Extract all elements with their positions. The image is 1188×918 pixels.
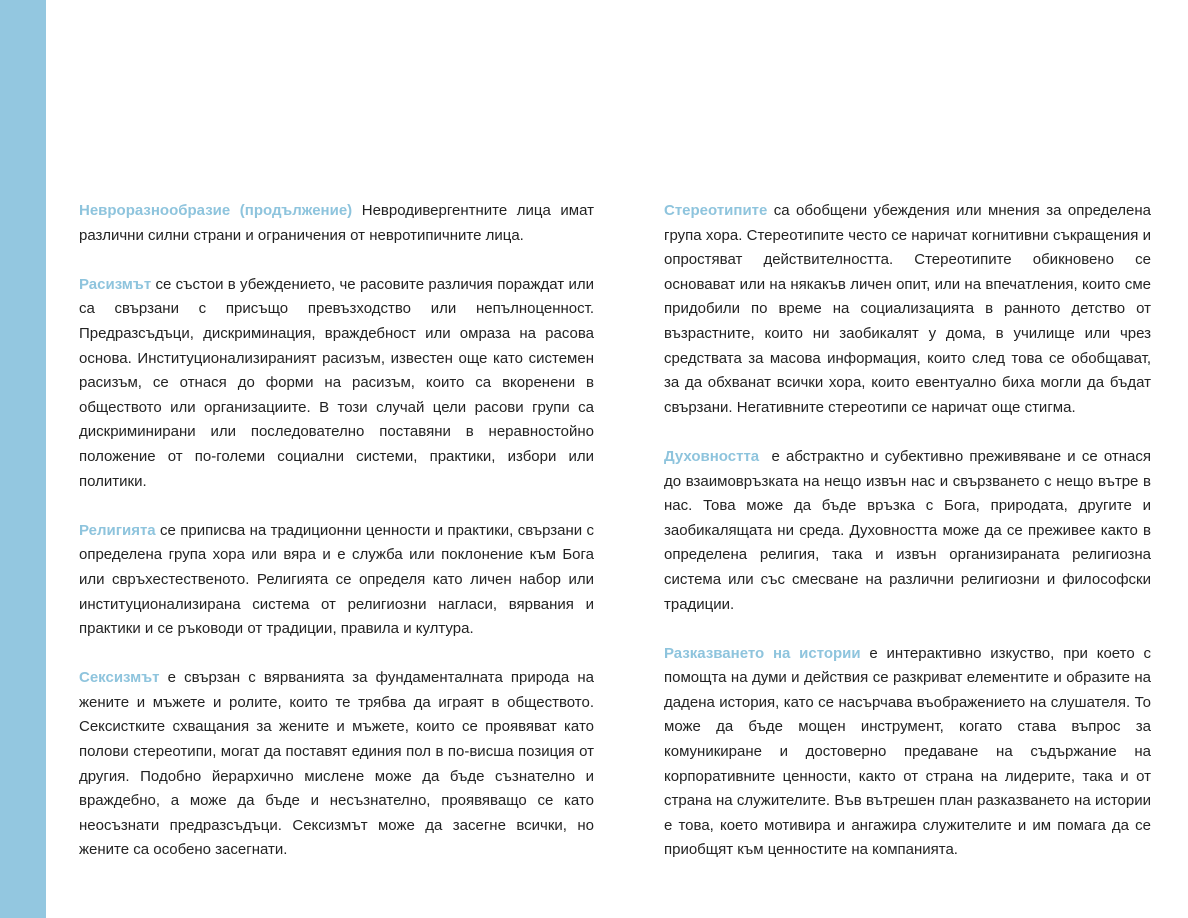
term-heading: Разказването на истории xyxy=(664,644,861,662)
term-heading: Расизмът xyxy=(79,275,152,293)
left-column xyxy=(79,199,594,888)
term-heading: Религията xyxy=(79,521,156,539)
definition-neurodiversity xyxy=(79,199,594,248)
definition-racism xyxy=(79,273,594,494)
definition-storytelling xyxy=(664,642,1151,863)
term-heading: Невроразнообразие (продължение) xyxy=(79,202,353,219)
definition-text: е свързан с вярванията за фундаменталната природа на жените и мъжете и ролите, които те трябва да играят в обществото. Сексистките схващания за жените и мъжете, които се проявяват като полови стереотипи, могат да поставят единия пол в по-висша позиция от другия. Подобно йерархично мислене може да бъде съзнателно и враждебно, а може да бъде и несъзнателно, проявяващо се като неосъзнати предразсъдъци. Сексизмът може да засегне всички, но жените са особено засегнати. xyxy=(79,669,594,859)
definition-text: се състои в убеждението, че расовите различия пораждат или са свързани с присъщо превъзходство или непълноценност. Предразсъдъци, дискриминация, враждебност или омраза на расова основа. Институционализираният расизъм, известен още като системен расизъм, се отнася до форми на расизъм, които са вкоренени в обществото или организациите. В този случай цели расови групи са дискриминирани или последователно поставяни в неравностойно положение от по-големи социални системи, практики, избори или политики. xyxy=(79,275,594,490)
definition-stereotypes xyxy=(664,199,1151,420)
definition-text: се приписва на традиционни ценности и практики, свързани с определена група хора или вяра и е служба или поклонение към Бога или свръхестественото. Религията се определя като личен набор или институционализирана система от религиозни нагласи, вярвания и практики и се ръководи от традиции, правила и култура. xyxy=(79,521,594,638)
definition-spirituality xyxy=(664,445,1156,617)
term-heading: Стереотипите xyxy=(664,202,768,219)
definition-text: е абстрактно и субективно преживяване и се отнася до взаимовръзката на нещо извън нас и свързването с нещо вътре в нас. Това може да бъде връзка с Бога, природата, другите и заобикалящата ни среда. Духовността може да се преживее както в определена религия, така и извън организираната религиозна система или със смесване на различни религиозни и философски традиции. xyxy=(664,447,1156,613)
definition-religion xyxy=(79,519,594,642)
right-column xyxy=(664,199,1156,888)
decorative-side-strip xyxy=(0,0,46,918)
definition-text: Невродивергентните лица имат различни силни страни и ограничения от невротипичните лица. xyxy=(79,202,594,244)
term-heading: Сексизмът xyxy=(79,669,160,687)
definition-text: е интерактивно изкуство, при което с помощта на думи и действия се разкриват елементите и образите на дадена история, като се насърчава въображението на слушателя. То може да бъде мощен инструмент, когато става въпрос за комуникиране и достоверно предаване на съдържание на корпоративните ценности, както от страна на лидерите, така и от страна на служителите. Във вътрешен план разказването на истории е това, което мотивира и ангажира служителите и им помага да се приобщят към ценностите на компанията. xyxy=(664,644,1151,859)
definition-sexism xyxy=(79,666,594,863)
term-heading: Духовността xyxy=(664,447,760,465)
definition-text: са обобщени убеждения или мнения за определена група хора. Стереотипите често се наричат когнитивни съкращения и опростяват действителността. Стереотипите обикновено се основават или на някакъв личен опит, или на впечатления, които сме придобили по време на социализацията в ранното детство от възрастните, които ни заобикалят у дома, в училище или чрез средствата за масова информация, които след това се обобщават, за да обхванат всички хора, които евентуално биха могли да бъдат свързани. Негативните стереотипи се наричат още стигма. xyxy=(664,202,1151,416)
